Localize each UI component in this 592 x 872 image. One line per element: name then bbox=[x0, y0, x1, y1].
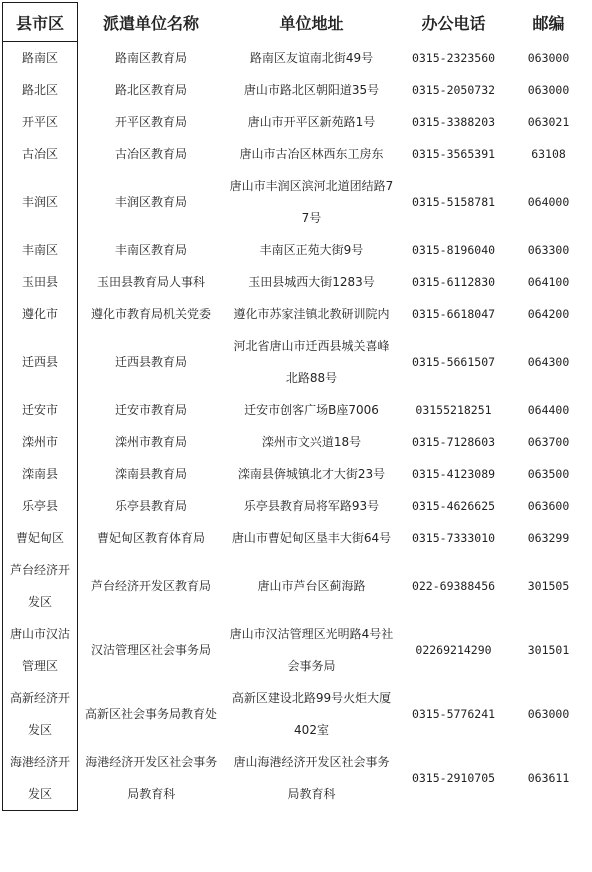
cell-address: 唐山市汉沽管理区光明路4号社会事务局 bbox=[229, 627, 394, 673]
header-county: 县市区 bbox=[3, 3, 78, 42]
cell-county: 迁西县 bbox=[3, 330, 78, 394]
cell-unit: 路北区教育局 bbox=[114, 83, 187, 97]
cell-county: 路南区 bbox=[3, 42, 78, 75]
cell-county: 高新经济开发区 bbox=[3, 682, 78, 746]
cell-county: 海港经济开发区 bbox=[3, 746, 78, 811]
cell-phone: 0315-5158781 bbox=[411, 195, 496, 209]
cell-phone: 0315-2910705 bbox=[411, 771, 496, 786]
table-row bbox=[3, 138, 589, 170]
cell-unit: 乐亭县教育局 bbox=[114, 499, 187, 513]
table-row bbox=[3, 522, 589, 554]
cell-unit: 海港经济开发区社会事务局教育科 bbox=[85, 755, 218, 802]
cell-phone: 0315-2050732 bbox=[411, 83, 496, 97]
cell-county: 滦南县 bbox=[3, 458, 78, 490]
table-row bbox=[3, 298, 589, 330]
cell-unit: 滦州市教育局 bbox=[114, 435, 187, 449]
cell-address: 唐山市芦台区蓟海路 bbox=[257, 579, 366, 593]
cell-address: 玉田县城西大街1283号 bbox=[248, 275, 375, 289]
cell-county: 曹妃甸区 bbox=[3, 522, 78, 554]
header-zip: 邮编 bbox=[532, 13, 565, 33]
cell-zip: 063600 bbox=[527, 499, 570, 513]
cell-zip: 063300 bbox=[527, 243, 570, 257]
table-row bbox=[3, 74, 589, 106]
cell-address: 唐山市丰润区滨河北道团结路77号 bbox=[229, 179, 394, 225]
cell-address: 唐山市路北区朝阳道35号 bbox=[243, 83, 380, 97]
cell-zip: 301505 bbox=[527, 579, 570, 593]
table-row bbox=[3, 458, 589, 490]
cell-address: 迁安市创客广场B座7006 bbox=[244, 403, 379, 417]
cell-zip: 63108 bbox=[531, 147, 566, 161]
cell-phone: 02269214290 bbox=[415, 643, 492, 657]
cell-address: 滦州市文兴道18号 bbox=[261, 435, 362, 449]
table-row bbox=[3, 618, 589, 682]
cell-phone: 0315-5661507 bbox=[411, 355, 496, 369]
cell-zip: 064000 bbox=[527, 195, 570, 209]
cell-phone: 03155218251 bbox=[415, 403, 492, 417]
cell-phone: 0315-3565391 bbox=[411, 147, 496, 161]
cell-unit: 汉沽管理区社会事务局 bbox=[90, 643, 211, 657]
cell-address: 乐亭县教育局将军路93号 bbox=[243, 499, 380, 513]
cell-zip: 063611 bbox=[527, 771, 570, 786]
cell-unit: 开平区教育局 bbox=[114, 115, 187, 129]
table-row bbox=[3, 490, 589, 522]
cell-zip: 063299 bbox=[527, 531, 570, 545]
table-row bbox=[3, 266, 589, 298]
cell-phone: 0315-2323560 bbox=[411, 50, 496, 65]
header-phone: 办公电话 bbox=[421, 13, 486, 33]
table-body bbox=[3, 42, 589, 811]
table-row bbox=[3, 106, 589, 138]
cell-phone: 0315-4123089 bbox=[411, 467, 496, 481]
cell-unit: 曹妃甸区教育体育局 bbox=[96, 531, 205, 545]
table-row bbox=[3, 170, 589, 234]
cell-zip: 063021 bbox=[527, 115, 570, 129]
cell-county: 开平区 bbox=[3, 106, 78, 138]
table-row bbox=[3, 394, 589, 426]
cell-unit: 迁安市教育局 bbox=[114, 403, 187, 417]
cell-address: 滦南县倴城镇北才大街23号 bbox=[237, 467, 386, 481]
cell-address: 路南区友谊南北街49号 bbox=[249, 50, 374, 65]
cell-phone: 0315-8196040 bbox=[411, 243, 496, 257]
cell-zip: 063000 bbox=[527, 707, 570, 721]
cell-county: 滦州市 bbox=[3, 426, 78, 458]
cell-unit: 古冶区教育局 bbox=[114, 147, 187, 161]
cell-county: 唐山市汉沽管理区 bbox=[3, 618, 78, 682]
cell-address: 遵化市苏家洼镇北教研训院内 bbox=[233, 307, 390, 321]
cell-address: 唐山市开平区新苑路1号 bbox=[247, 115, 376, 129]
cell-county: 丰润区 bbox=[3, 170, 78, 234]
cell-zip: 063700 bbox=[527, 435, 570, 449]
cell-phone: 0315-7128603 bbox=[411, 435, 496, 449]
cell-unit: 遵化市教育局机关党委 bbox=[90, 307, 211, 321]
dispatch-units-table bbox=[2, 2, 589, 811]
cell-unit: 滦南县教育局 bbox=[114, 467, 187, 481]
cell-phone: 0315-7333010 bbox=[411, 531, 496, 545]
table-header-row bbox=[3, 3, 589, 42]
table-row bbox=[3, 42, 589, 75]
table-row bbox=[3, 330, 589, 394]
header-address: 单位地址 bbox=[279, 13, 344, 33]
table-row bbox=[3, 234, 589, 266]
cell-unit: 芦台经济开发区教育局 bbox=[90, 579, 211, 593]
cell-county: 玉田县 bbox=[3, 266, 78, 298]
cell-zip: 063000 bbox=[527, 83, 570, 97]
cell-county: 遵化市 bbox=[3, 298, 78, 330]
table-row bbox=[3, 746, 589, 811]
cell-address: 高新区建设北路99号火炬大厦402室 bbox=[231, 691, 392, 737]
cell-address: 唐山市曹妃甸区垦丰大街64号 bbox=[231, 531, 392, 545]
cell-address: 丰南区正苑大街9号 bbox=[259, 243, 364, 257]
cell-address: 唐山海港经济开发区社会事务局教育科 bbox=[233, 755, 390, 802]
table-row bbox=[3, 682, 589, 746]
cell-unit: 高新区社会事务局教育处 bbox=[84, 707, 217, 721]
cell-zip: 063500 bbox=[527, 467, 570, 481]
cell-county: 丰南区 bbox=[3, 234, 78, 266]
cell-phone: 0315-3388203 bbox=[411, 115, 496, 129]
table-row bbox=[3, 426, 589, 458]
cell-address: 唐山市古冶区林西东工房东 bbox=[239, 147, 384, 161]
cell-zip: 301501 bbox=[527, 643, 570, 657]
cell-zip: 064300 bbox=[527, 355, 570, 369]
table-row bbox=[3, 554, 589, 618]
cell-county: 路北区 bbox=[3, 74, 78, 106]
cell-phone: 0315-6618047 bbox=[411, 307, 496, 321]
cell-phone: 022-69388456 bbox=[411, 579, 496, 593]
cell-unit: 路南区教育局 bbox=[114, 50, 187, 65]
cell-zip: 064100 bbox=[527, 275, 570, 289]
cell-county: 乐亭县 bbox=[3, 490, 78, 522]
cell-zip: 064200 bbox=[527, 307, 570, 321]
cell-unit: 丰润区教育局 bbox=[114, 195, 187, 209]
cell-unit: 玉田县教育局人事科 bbox=[96, 275, 205, 289]
cell-county: 迁安市 bbox=[3, 394, 78, 426]
header-unit: 派遣单位名称 bbox=[102, 13, 199, 33]
cell-address: 河北省唐山市迁西县城关喜峰北路88号 bbox=[233, 339, 390, 385]
cell-zip: 063000 bbox=[527, 50, 570, 65]
cell-county: 古冶区 bbox=[3, 138, 78, 170]
cell-unit: 丰南区教育局 bbox=[114, 243, 187, 257]
cell-unit: 迁西县教育局 bbox=[114, 355, 187, 369]
cell-county: 芦台经济开发区 bbox=[3, 554, 78, 618]
cell-phone: 0315-6112830 bbox=[411, 275, 496, 289]
cell-phone: 0315-5776241 bbox=[411, 707, 496, 721]
cell-phone: 0315-4626625 bbox=[411, 499, 496, 513]
cell-zip: 064400 bbox=[527, 403, 570, 417]
